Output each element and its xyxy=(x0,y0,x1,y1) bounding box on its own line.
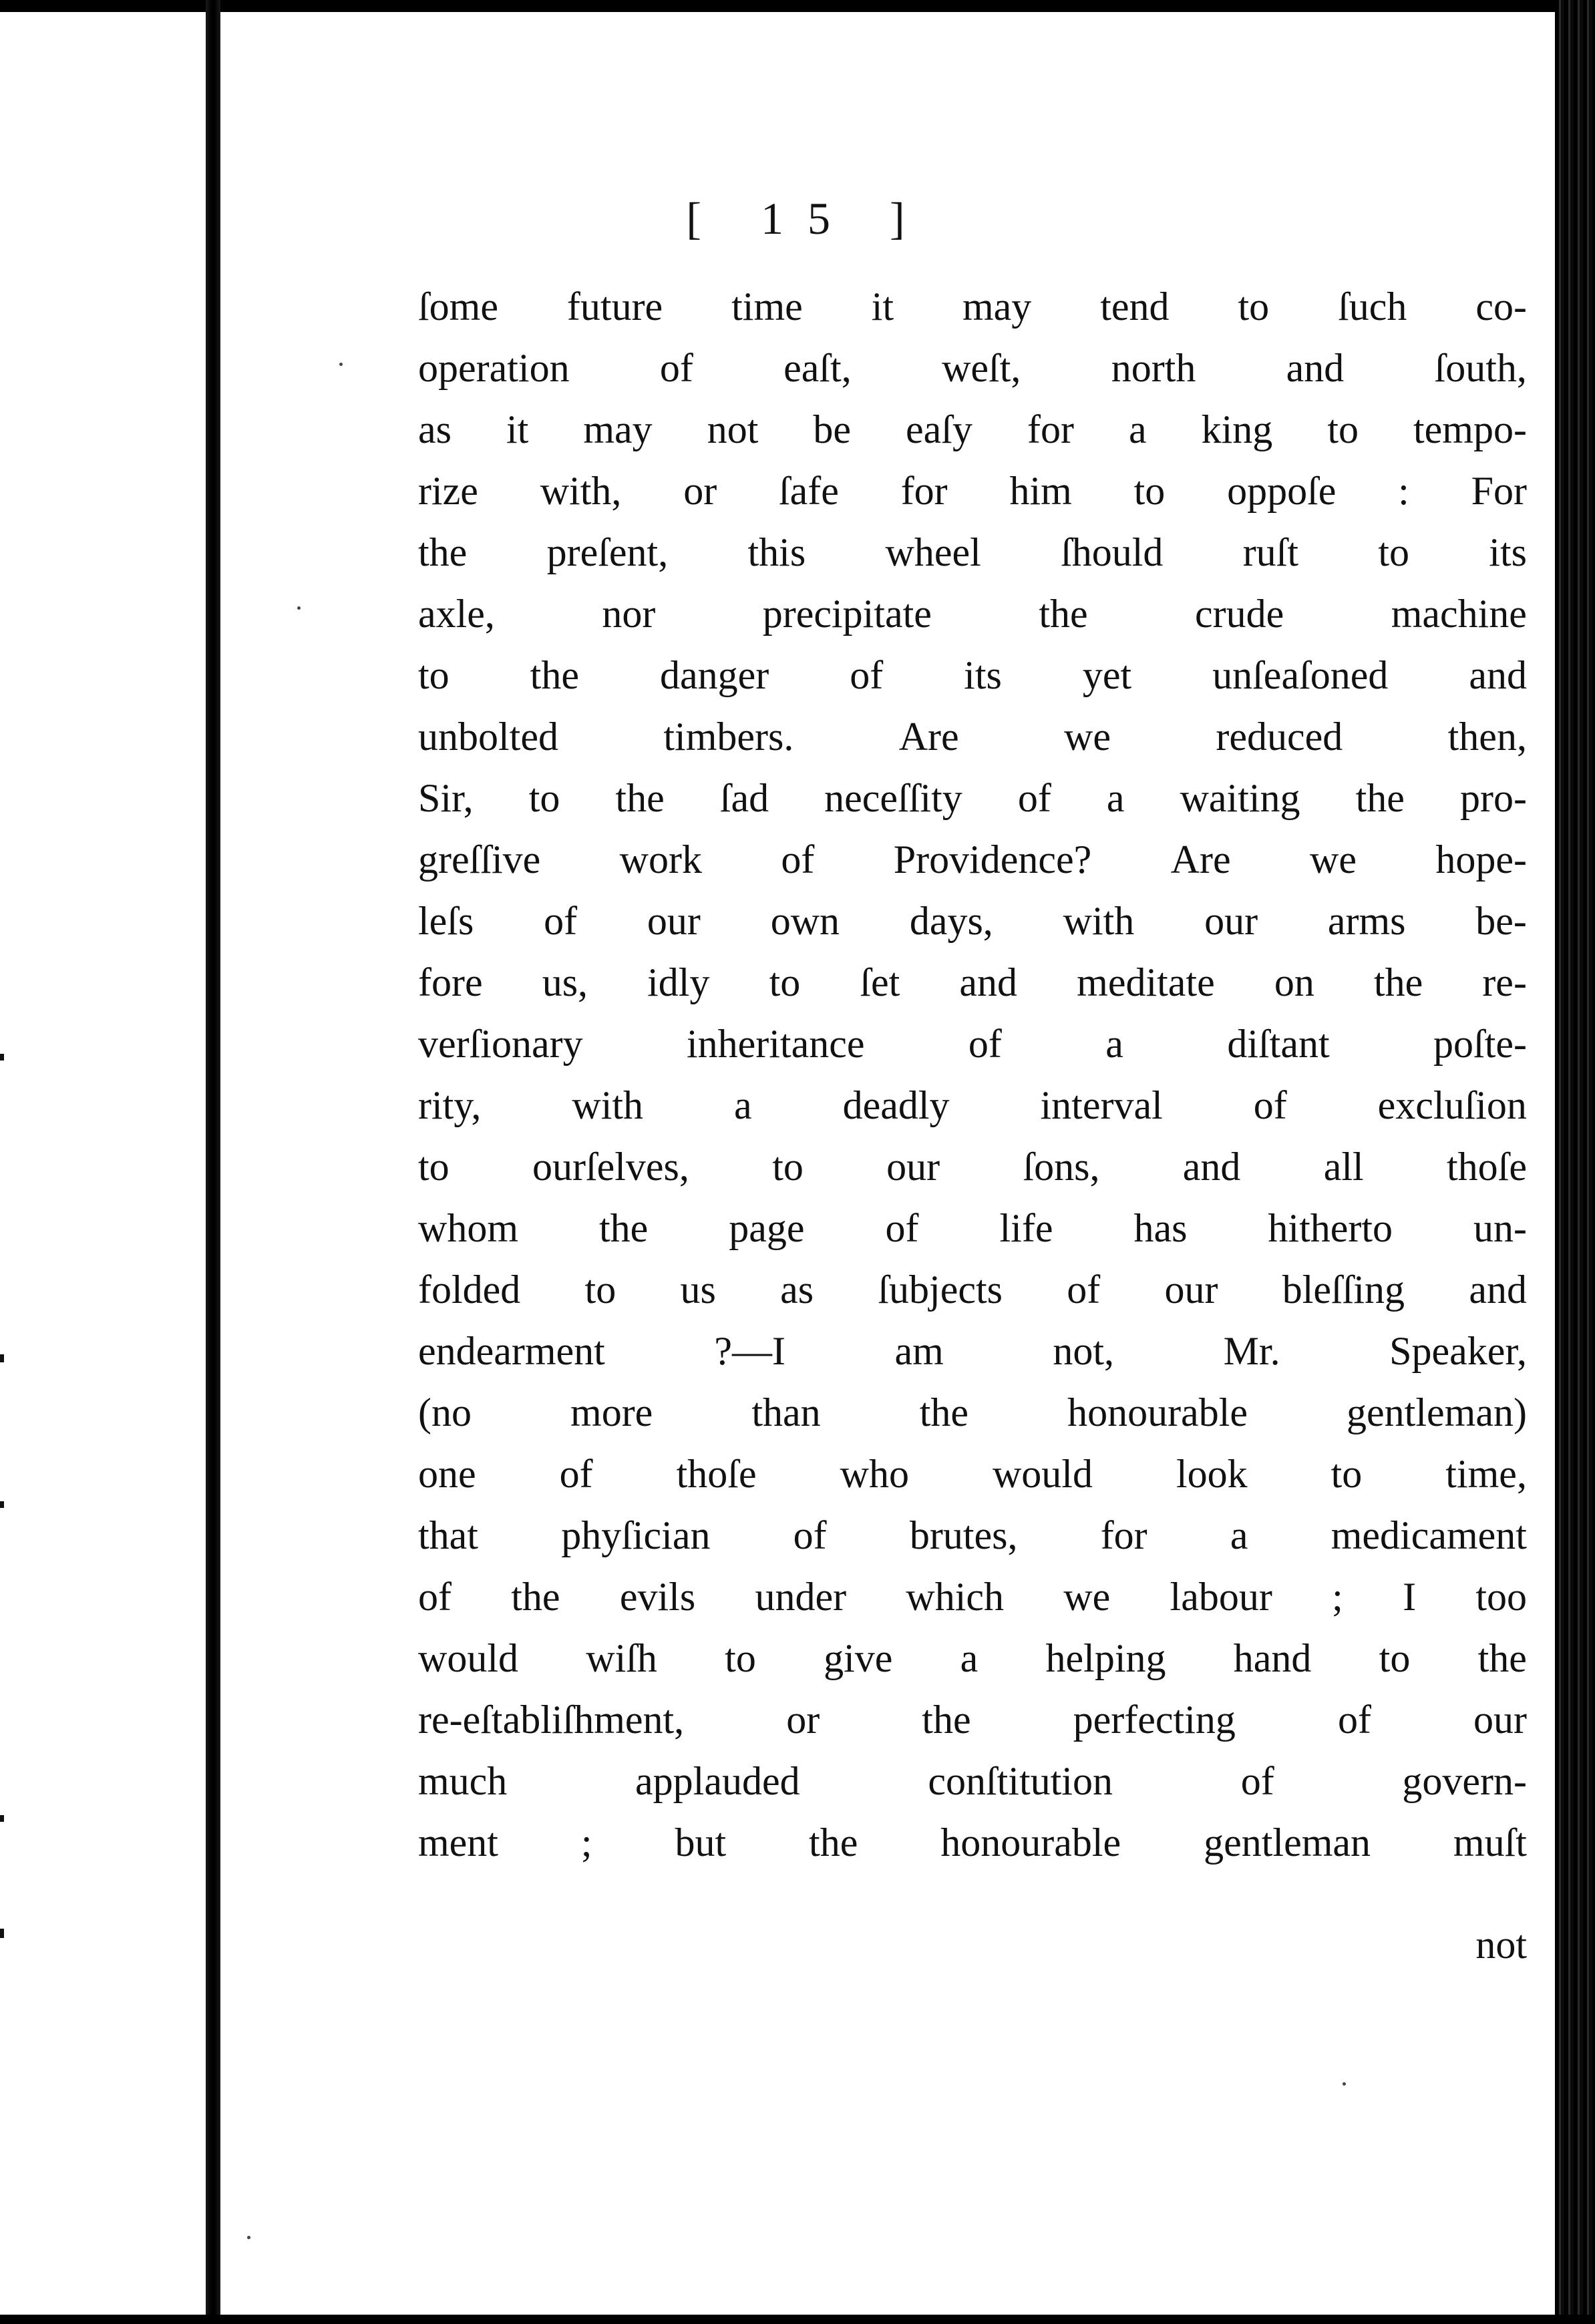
text-line: of the evils under which we labour ; I too xyxy=(418,1575,1527,1619)
text-line: as it may not be eaſy for a king to tempo- xyxy=(418,407,1527,451)
facing-page-mark xyxy=(0,1054,4,1060)
text-line: whom the page of life has hitherto un- xyxy=(418,1206,1527,1250)
text-line: to ourſelves, to our ſons, and all thoſe xyxy=(418,1145,1527,1189)
paper-speck xyxy=(297,606,301,610)
book-page xyxy=(220,12,1555,2315)
paper-speck xyxy=(1343,2082,1346,2086)
text-line: ment ; but the honourable gentleman muſt xyxy=(418,1820,1527,1865)
scan-frame-top xyxy=(0,0,1595,12)
catchword: not xyxy=(1475,1923,1527,1967)
text-line: ſome future time it may tend to ſuch co- xyxy=(418,284,1527,329)
text-line: endearment ?—I am not, Mr. Speaker, xyxy=(418,1329,1527,1373)
facing-page-mark xyxy=(0,1501,4,1508)
paper-speck xyxy=(339,363,343,366)
facing-page-mark xyxy=(0,1354,4,1362)
facing-page-mark xyxy=(0,1815,4,1822)
text-line: axle, nor precipitate the crude machine xyxy=(418,592,1527,636)
text-line: leſs of our own days, with our arms be- xyxy=(418,899,1527,943)
scan-frame-bottom xyxy=(0,2315,1595,2324)
text-line: unbolted timbers. Are we reduced then, xyxy=(418,715,1527,759)
text-line: re-eſtabliſhment, or the perfecting of our xyxy=(418,1698,1527,1742)
paper-speck xyxy=(247,2236,250,2239)
text-line: to the danger of its yet unſeaſoned and xyxy=(418,653,1527,697)
text-line: verſionary inheritance of a diſtant poſte- xyxy=(418,1022,1527,1066)
text-line: one of thoſe who would look to time, xyxy=(418,1452,1527,1496)
text-line: much applauded conſtitution of govern- xyxy=(418,1759,1527,1803)
text-line: greſſive work of Providence? Are we hope- xyxy=(418,837,1527,882)
text-line: would wiſh to give a helping hand to the xyxy=(418,1636,1527,1680)
text-line: folded to us as ſubjects of our bleſſing and xyxy=(418,1268,1527,1312)
text-line: (no more than the honourable gentleman) xyxy=(418,1390,1527,1434)
book-gutter xyxy=(206,0,220,2324)
facing-page-mark xyxy=(0,1929,4,1938)
text-line: Sir, to the ſad neceſſity of a waiting the pro- xyxy=(418,776,1527,820)
facing-page-edge xyxy=(0,12,206,2315)
text-line: rity, with a deadly interval of excluſion xyxy=(418,1083,1527,1127)
page-number: [ 15 ] xyxy=(686,193,929,244)
body-text xyxy=(418,276,1527,1873)
text-line: operation of eaſt, weſt, north and ſouth, xyxy=(418,346,1527,390)
text-line: the preſent, this wheel ſhould ruſt to its xyxy=(418,530,1527,574)
text-line: fore us, idly to ſet and meditate on the re- xyxy=(418,960,1527,1004)
scan-frame-right xyxy=(1555,0,1595,2324)
text-line: rize with, or ſafe for him to oppoſe : For xyxy=(418,469,1527,513)
text-line: that phyſician of brutes, for a medicament xyxy=(418,1513,1527,1557)
page-number-header xyxy=(220,193,1555,244)
